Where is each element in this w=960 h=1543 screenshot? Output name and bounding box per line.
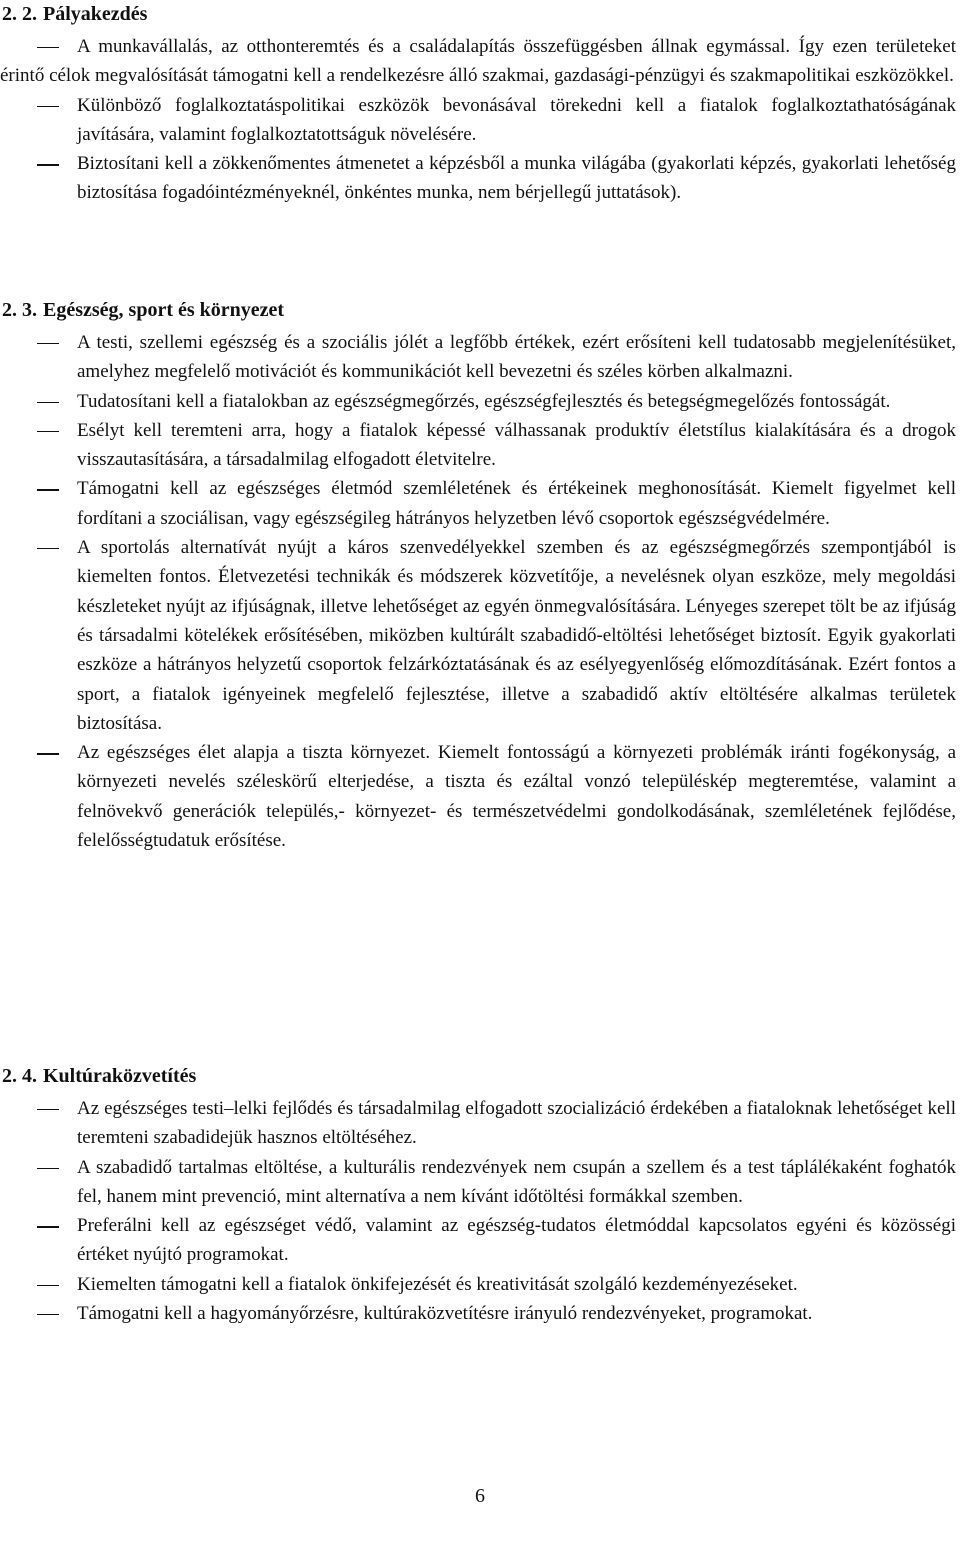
- list-item: [0, 738, 960, 855]
- list-item-text: A sportolás alternatívát nyújt a káros szenvedélyekkel szemben és az egészségmegőrzés szempontjából is kiemelten fontos. Életvezetési technikák és módszerek közvetítője, a nevelésnek olyan eszköze, mely megoldási készleteket nyújt az ifjúságnak, illetve lehetőséget az egyén önmegvalósítására. Lényeges szerepet tölt be az ifjúság és társadalmi kötelékek erősítésében, miközben kultúrált szabadidő-eltöltési lehetőséget biztosít. Egyik gyakorlati eszköze a hátrányos helyzetű csoportok felzárkóztatásának és az esélyegyenlőség előmozdításának. Ezért fontos a sport, a fiatalok igényeinek megfelelő fejlesztése, illetve a szabadidő aktív eltöltésére alkalmas területek biztosítása.: [77, 537, 956, 734]
- list-item: [0, 32, 960, 91]
- list-item: [0, 1270, 960, 1299]
- list-item: [0, 1211, 960, 1270]
- list-item: [0, 1153, 960, 1212]
- bullet-list: [0, 1094, 960, 1328]
- dash-bullet: [37, 91, 59, 120]
- dash-bullet: [37, 1270, 59, 1299]
- list-item-text: Az egészséges testi–lelki fejlődés és társadalmilag elfogadott szocializáció érdekében a fiataloknak lehetőséget kell teremteni szabadidejük hasznos eltöltéséhez.: [77, 1098, 956, 1149]
- dash-bullet: [37, 328, 59, 357]
- list-item: [0, 416, 960, 475]
- list-item: [0, 387, 960, 416]
- list-item-text: Esélyt kell teremteni arra, hogy a fiatalok képessé válhassanak produktív életstílus kialakítására és a drogok visszautasítására, a társadalmilag elfogadott életvitelre.: [77, 419, 956, 471]
- section-number: 2. 2.: [2, 3, 37, 25]
- dash-bullet: [37, 149, 59, 178]
- section-kulturakozvetites: [0, 1064, 960, 1328]
- dash-bullet: [37, 1094, 59, 1123]
- section-title: Pályakezdés: [43, 3, 148, 25]
- section-title: Kultúraközvetítés: [43, 1065, 197, 1087]
- list-item-text: Támogatni kell az egészséges életmód szemléletének és értékeinek meghonosítását. Kiemelt figyelmet kell fordítani a szociálisan, vagy egészségileg hátrányos helyzetben lévő csoportok egészségvédelmére.: [77, 478, 956, 529]
- section-title: Egészség, sport és környezet: [43, 299, 285, 321]
- list-item: [0, 149, 960, 208]
- section-number: 2. 3.: [2, 299, 37, 321]
- list-item-text: A munkavállalás, az otthonteremtés és a családalapítás összefüggésben állnak egymással. Így ezen területeket érintő célok megvalósítását támogatni kell a rendelkezésre álló szakmai, gazdasági-pénzügyi és szakmapolitikai eszközökkel.: [0, 36, 956, 87]
- bullet-list: [0, 32, 960, 208]
- dash-bullet: [37, 1299, 59, 1328]
- list-item-text: Biztosítani kell a zökkenőmentes átmenetet a képzésből a munka világába (gyakorlati képzés, gyakorlati lehetőség biztosítása fogadóintézményeknél, önkéntes munka, nem bérjellegű juttatások).: [77, 153, 956, 204]
- list-item-text: Különböző foglalkoztatáspolitikai eszközök bevonásával törekedni kell a fiatalok foglalkoztathatóságának javítására, valamint foglalkoztatottságuk növelésére.: [77, 94, 956, 145]
- section-heading: [0, 1064, 960, 1088]
- dash-bullet: [37, 738, 59, 767]
- section-number: 2. 4.: [2, 1065, 37, 1087]
- dash-bullet: [37, 32, 59, 61]
- list-item-text: Tudatosítani kell a fiatalokban az egészségmegőrzés, egészségfejlesztés és betegségmegelőzés fontosságát.: [77, 390, 891, 412]
- list-item: [0, 533, 960, 738]
- dash-bullet: [37, 533, 59, 562]
- list-item: [0, 1094, 960, 1153]
- dash-bullet: [37, 474, 59, 503]
- list-item-text: Támogatni kell a hagyományőrzésre, kultúraközvetítésre irányuló rendezvényeket, programokat.: [77, 1303, 813, 1325]
- dash-bullet: [37, 416, 59, 445]
- page-number: 6: [475, 1485, 485, 1507]
- list-item-text: A testi, szellemi egészség és a szociális jólét a legfőbb értékek, ezért erősíteni kell tudatosabb megjelenítésüket, amelyhez megfelelő motivációt és kommunikációt kell bevezetni és széles körben alkalmazni.: [77, 332, 956, 383]
- dash-bullet: [37, 1153, 59, 1182]
- list-item: [0, 1299, 960, 1328]
- dash-bullet: [37, 1211, 59, 1240]
- list-item-text: Kiemelten támogatni kell a fiatalok önkifejezését és kreativitását szolgáló kezdeményezéseket.: [77, 1273, 798, 1295]
- section-palyakezdes: [0, 2, 960, 208]
- dash-bullet: [37, 387, 59, 416]
- section-egeszseg-sport-kornyezet: [0, 298, 960, 855]
- list-item-text: A szabadidő tartalmas eltöltése, a kulturális rendezvények nem csupán a szellem és a test táplálékaként foghatók fel, hanem mint prevenció, mint alternatíva a nem kívánt időtöltési formákkal szemben.: [77, 1156, 956, 1207]
- list-item: [0, 328, 960, 387]
- bullet-list: [0, 328, 960, 855]
- section-heading: [0, 298, 960, 322]
- section-heading: [0, 2, 960, 26]
- list-item: [0, 91, 960, 150]
- list-item: [0, 474, 960, 533]
- list-item-text: Az egészséges élet alapja a tiszta környezet. Kiemelt fontosságú a környezeti problémák iránti fogékonyság, a környezeti nevelés széleskörű elterjedése, a tiszta és ezáltal vonzó településkép megteremtése, valamint a felnövekvő generációk település,- környezet- és természetvédelmi gondolkodásának, szemléletének fejlődése, felelősségtudatuk erősítése.: [77, 742, 956, 852]
- list-item-text: Preferálni kell az egészséget védő, valamint az egészség-tudatos életmóddal kapcsolatos egyéni és közösségi értéket nyújtó programokat.: [77, 1215, 956, 1266]
